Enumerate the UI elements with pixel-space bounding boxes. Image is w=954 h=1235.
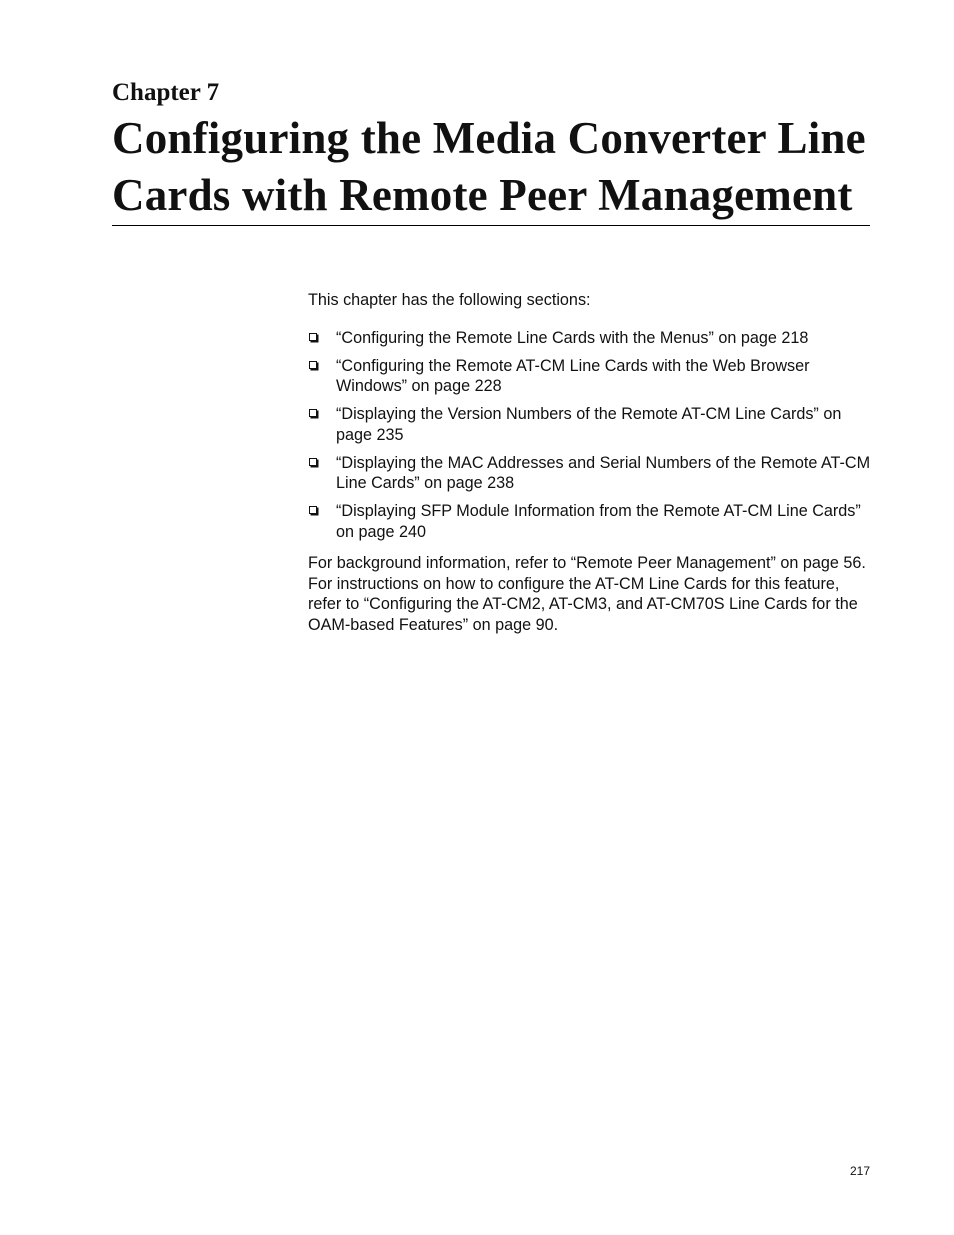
section-item [308,453,874,494]
section-item [308,328,874,349]
page-number: 217 [849,1164,870,1178]
section-item [308,356,874,397]
square-bullet-icon [309,409,317,417]
section-item [308,404,874,445]
square-bullet-icon [309,361,317,369]
square-bullet-icon [309,458,317,466]
section-link[interactable]: “Displaying SFP Module Information from the Remote AT-CM Line Cards” on page 240 [336,502,861,541]
section-link[interactable]: “Configuring the Remote Line Cards with the Menus” on page 218 [336,328,809,347]
title-rule [112,225,870,226]
section-link[interactable]: “Displaying the Version Numbers of the Remote AT-CM Line Cards” on page 235 [336,405,842,444]
chapter-title: Configuring the Media Converter Line Cards with Remote Peer Management [112,113,866,220]
square-bullet-icon [309,333,317,341]
chapter-label: Chapter 7 [112,79,220,106]
body-column [308,290,874,635]
section-link[interactable]: “Displaying the MAC Addresses and Serial Numbers of the Remote AT-CM Line Cards” on page 238 [336,453,871,492]
section-item [308,501,874,542]
background-note: For background information, refer to “Remote Peer Management” on page 56. For instructions on how to configure the AT-CM Line Cards for this feature, refer to “Configuring the AT-CM2, AT-CM3, and AT-CM70S Line Cards for the OAM-based Features” on page 90. [308,554,866,634]
intro-text: This chapter has the following sections: [308,291,591,309]
section-list [308,328,874,543]
section-link[interactable]: “Configuring the Remote AT-CM Line Cards with the Web Browser Windows” on page 228 [336,356,810,395]
square-bullet-icon [309,506,317,514]
